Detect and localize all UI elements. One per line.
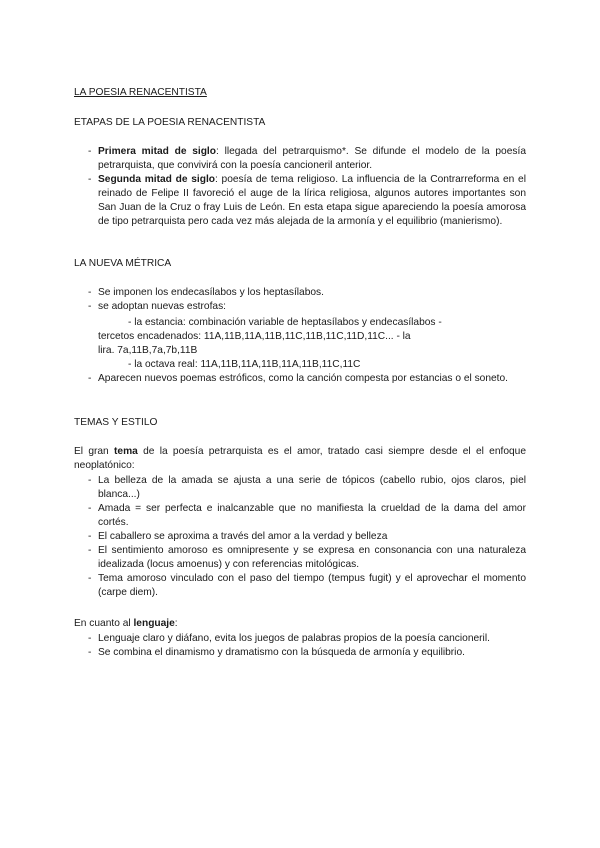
intro-text: de la poesía petrarquista es el amor, tratado casi siempre desde el el enfoque neoplatónico: xyxy=(74,446,527,471)
lenguaje-intro xyxy=(74,617,526,631)
list-item: - Se combina el dinamismo y dramatismo con la búsqueda de armonía y equilibrio. xyxy=(88,647,465,658)
intro-text: En cuanto al xyxy=(74,618,134,629)
bold-term: tema xyxy=(114,446,138,457)
temas-list xyxy=(88,474,526,600)
item-text: se adoptan nuevas estrofas: xyxy=(98,301,226,312)
list-item: - Se imponen los endecasílabos y los heptasílabos. xyxy=(88,287,324,298)
section-heading-etapas: ETAPAS DE LA POESIA RENACENTISTA xyxy=(74,117,266,128)
metrica-list-a xyxy=(88,286,526,314)
item-text: Se imponen los endecasílabos y los heptasílabos. xyxy=(98,287,324,298)
list-item: - Segunda mitad de siglo: poesía de tema religioso. La influencia de la Contrarreforma en el reinado de Felipe II favoreció el auge de la lírica religiosa, algunos autores importantes son San Juan de la Cruz o fray Luis de León. En esta etapa sigue apareciendo la poesía amorosa de tipo petrarquista pero cada vez más alejada de la armonía y el equilibrio (manierismo). xyxy=(88,174,526,227)
bold-term: Primera mitad de siglo xyxy=(98,146,216,157)
item-text: : llegada del petrarquismo*. Se difunde el modelo de la poesía petrarquista, que convivirá con la poesía cancioneril anterior. xyxy=(98,146,526,171)
list-item: - La belleza de la amada se ajusta a una serie de tópicos (cabello rubio, ojos claros, piel blanca...) xyxy=(88,475,526,500)
estrofas-sublist xyxy=(98,316,528,372)
bold-term: Segunda mitad de siglo xyxy=(98,174,215,185)
list-item: - Amada = ser perfecta e inalcanzable que no manifiesta la crueldad de la dama del amor cortés. xyxy=(88,503,526,528)
lenguaje-list xyxy=(88,632,526,660)
section-heading-metrica: LA NUEVA MÉTRICA xyxy=(74,258,172,269)
list-item: - El caballero se aproxima a través del amor a la verdad y belleza xyxy=(88,531,388,542)
sub-line: tercetos encadenados: 11A,11B,11A,11B,11C,11B,11C,11D,11C... - la xyxy=(98,331,411,342)
item-text: El sentimiento amoroso es omnipresente y se expresa en consonancia con una naturaleza idealizada (locus amoenus) y con referencias mitológicas. xyxy=(98,545,526,570)
intro-text: El gran xyxy=(74,446,115,457)
document-title: LA POESIA RENACENTISTA xyxy=(74,87,207,98)
item-text: Tema amoroso vinculado con el paso del tiempo (tempus fugit) y el aprovechar el momento (carpe diem). xyxy=(98,573,526,598)
item-text: La belleza de la amada se ajusta a una serie de tópicos (cabello rubio, ojos claros, piel blanca...) xyxy=(98,475,526,500)
sub-line: lira. 7a,11B,7a,7b,11B xyxy=(98,345,198,356)
list-item: - se adoptan nuevas estrofas: xyxy=(88,301,226,312)
etapas-list xyxy=(88,145,526,229)
list-item: - Primera mitad de siglo: llegada del petrarquismo*. Se difunde el modelo de la poesía petrarquista, que convivirá con la poesía cancioneril anterior. xyxy=(88,146,526,171)
item-text: Amada = ser perfecta e inalcanzable que no manifiesta la crueldad de la dama del amor cortés. xyxy=(98,503,526,528)
section-heading-temas: TEMAS Y ESTILO xyxy=(74,417,158,428)
sub-line: - la estancia: combinación variable de heptasílabos y endecasílabos - xyxy=(128,317,442,328)
item-text: El caballero se aproxima a través del amor a la verdad y belleza xyxy=(98,531,388,542)
item-text: Lenguaje claro y diáfano, evita los juegos de palabras propios de la poesía cancioneril. xyxy=(98,633,490,644)
item-text: Se combina el dinamismo y dramatismo con la búsqueda de armonía y equilibrio. xyxy=(98,647,465,658)
sub-line: - la octava real: 11A,11B,11A,11B,11A,11B,11C,11C xyxy=(128,359,361,370)
list-item: - Tema amoroso vinculado con el paso del tiempo (tempus fugit) y el aprovechar el momento (carpe diem). xyxy=(88,573,526,598)
list-item: - Lenguaje claro y diáfano, evita los juegos de palabras propios de la poesía cancioneril. xyxy=(88,633,490,644)
list-item: - Aparecen nuevos poemas estróficos, como la canción compesta por estancias o el soneto. xyxy=(88,373,508,384)
item-text: : poesía de tema religioso. La influencia de la Contrarreforma en el reinado de Felipe II favoreció el auge de la lírica religiosa, algunos autores importantes son San Juan de la Cruz o fray Luis de León. En esta etapa sigue apareciendo la poesía amorosa de tipo petrarquista pero cada vez más alejada de la armonía y el equilibrio (manierismo). xyxy=(98,174,526,227)
item-text: Aparecen nuevos poemas estróficos, como la canción compesta por estancias o el soneto. xyxy=(98,373,508,384)
intro-text: : xyxy=(174,618,178,629)
temas-intro xyxy=(74,445,526,473)
list-item: - El sentimiento amoroso es omnipresente y se expresa en consonancia con una naturaleza idealizada (locus amoenus) y con referencias mitológicas. xyxy=(88,545,526,570)
metrica-list-b xyxy=(88,372,526,386)
bold-term: lenguaje xyxy=(133,618,175,629)
